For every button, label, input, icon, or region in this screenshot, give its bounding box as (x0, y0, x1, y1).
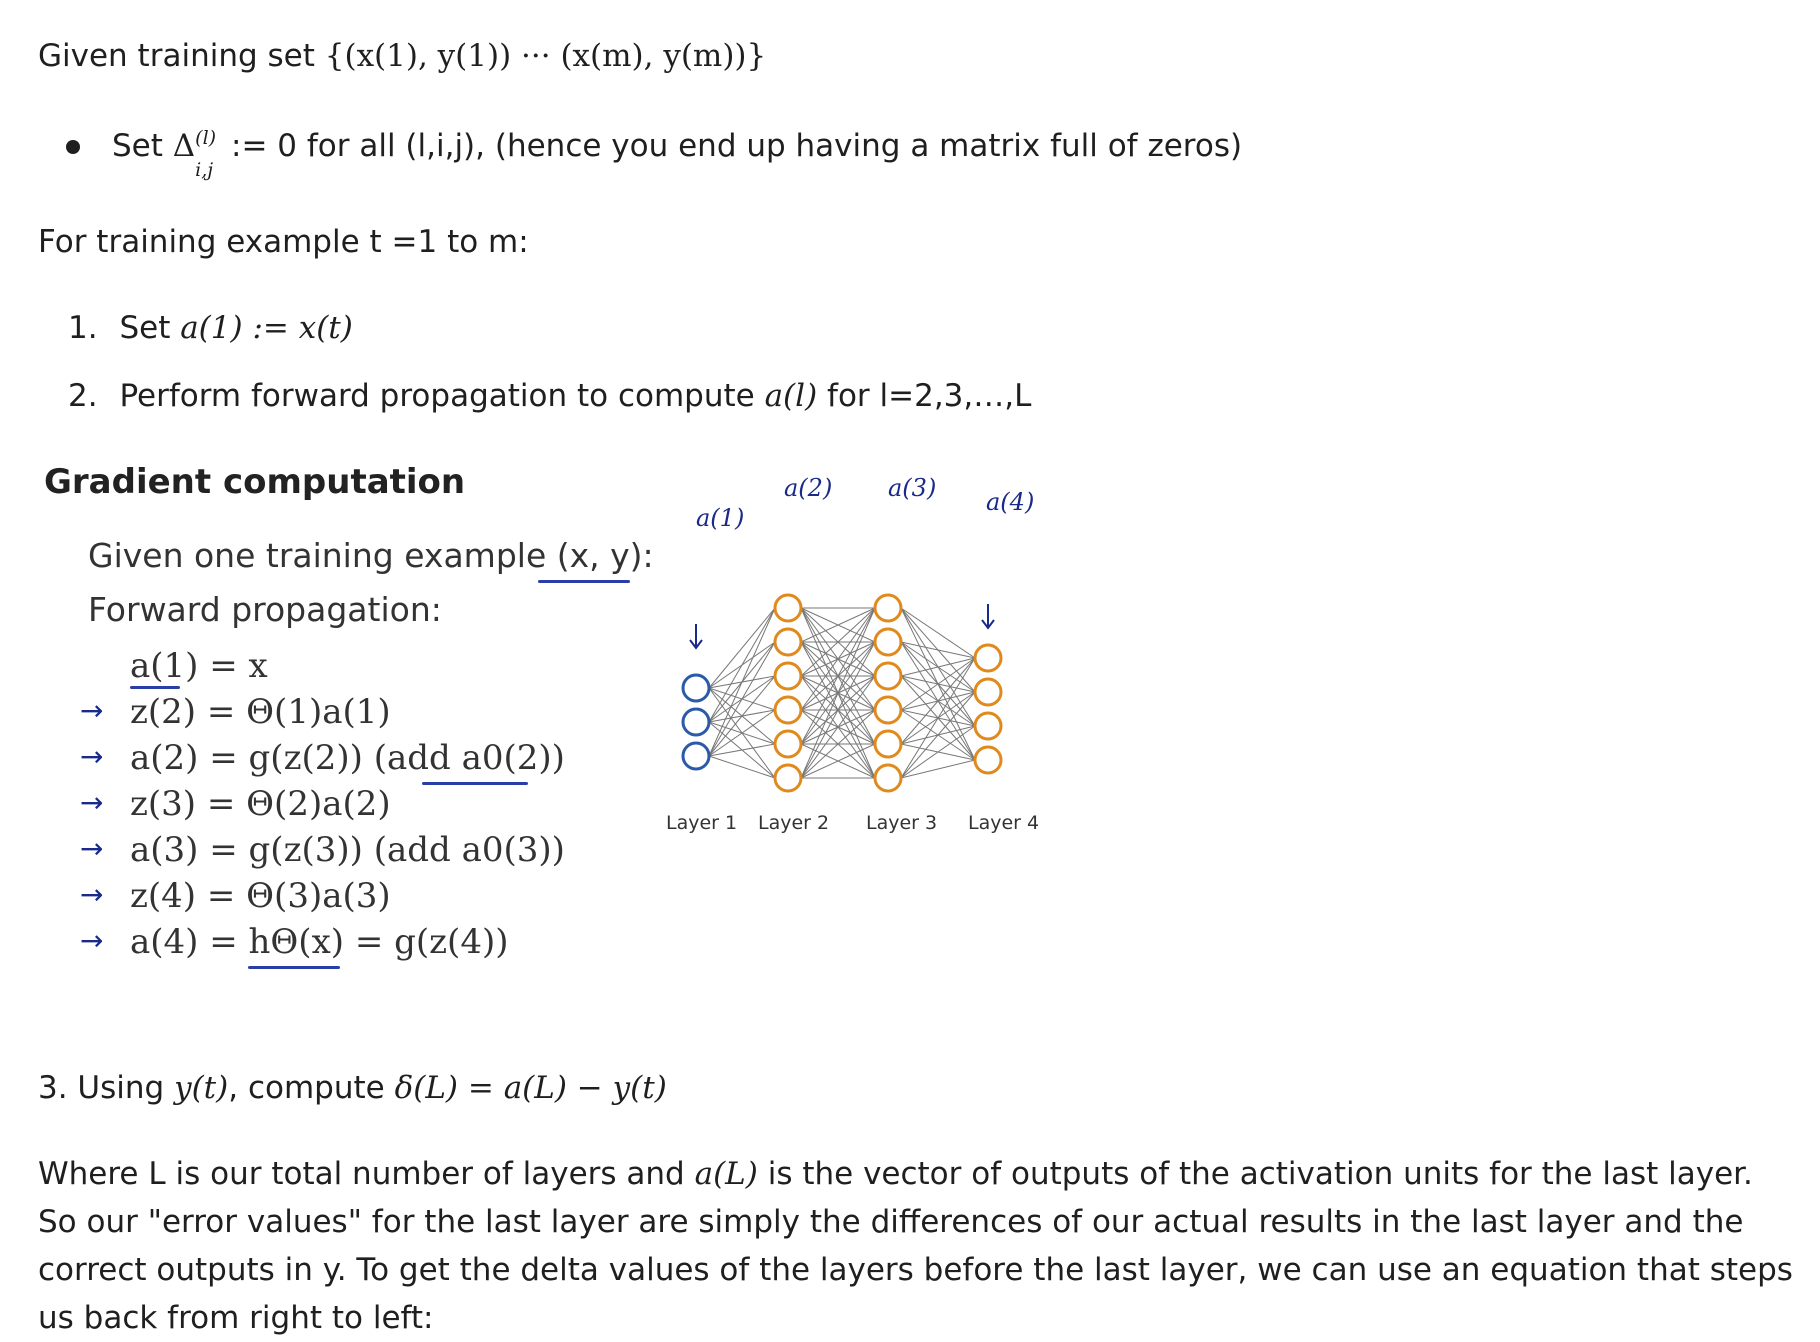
step-3-middle: , compute (228, 1070, 385, 1106)
layer-3-node (875, 765, 901, 791)
layer-4-node (975, 645, 1001, 671)
step-1-math: a(1) := x(t) (180, 310, 353, 346)
network-edge (901, 760, 975, 778)
network-edge (709, 756, 775, 778)
down-arrow-icon (690, 624, 702, 648)
layer-label-4: Layer 4 (968, 812, 1040, 834)
delta-symbol: Δ (l) i,j (172, 127, 217, 181)
step-2-text: Perform forward propagation to compute (119, 378, 755, 414)
layer-3-node (875, 731, 901, 757)
training-set-expression: {(x(1), y(1)) ··· (x(m), y(m))} (324, 38, 767, 74)
step-1-number: 1. (68, 310, 98, 346)
step-3-math-y: y(t) (174, 1070, 229, 1106)
layer-1-node (683, 675, 709, 701)
arrow-icon: → (80, 924, 104, 957)
network-edge (709, 608, 775, 722)
layer-2-node (775, 765, 801, 791)
arrow-icon: → (80, 786, 104, 819)
down-arrow-icon (982, 604, 994, 628)
layer-1-node (683, 743, 709, 769)
step-1 (68, 310, 353, 346)
equation-6: z(4) = Θ(3)a(3) (130, 876, 391, 916)
layer-4-node (975, 679, 1001, 705)
arrow-icon: → (80, 694, 104, 727)
equation-7: a(4) = hΘ(x) = g(z(4)) (130, 922, 509, 962)
paragraph-after: is the vector of outputs of the activation units for the last layer. So our "error values" for the last layer are simply the differences of our actual results in the last layer and the correct outputs in y. To get the delta values of the layers before the last layer, we can use an equation that steps us back from right to left: (38, 1156, 1793, 1336)
step-2-math: a(l) (764, 378, 818, 414)
bullet-prefix: Set (112, 128, 163, 164)
step-3-math-delta: δ(L) = a(L) − y(t) (394, 1070, 667, 1106)
network-edge (709, 608, 775, 688)
arrow-icon: → (80, 832, 104, 865)
layer-2-node (775, 697, 801, 723)
equation-5: a(3) = g(z(3)) (add a0(3)) (130, 830, 565, 870)
layer-label-3: Layer 3 (866, 812, 938, 834)
given-training-set-label: Given training set (38, 38, 315, 74)
network-edge (901, 658, 975, 744)
layer-1-node (683, 709, 709, 735)
underline-h-theta (248, 966, 340, 969)
layer-3-node (875, 697, 901, 723)
equation-4: z(3) = Θ(2)a(2) (130, 784, 391, 824)
network-edge (901, 692, 975, 778)
gradient-computation-figure (36, 448, 1086, 1018)
step-3 (38, 1070, 667, 1106)
network-edge (709, 744, 775, 756)
layer-2-node (775, 595, 801, 621)
step-2-number: 2. (68, 378, 98, 414)
network-edge (709, 676, 775, 756)
figure-given-line: Given one training example (x, y): (88, 536, 654, 575)
handwritten-label-a3: a(3) (888, 474, 937, 502)
layer-3-node (875, 629, 901, 655)
figure-forward-label: Forward propagation: (88, 590, 442, 629)
figure-title: Gradient computation (44, 462, 466, 502)
layer-2-node (775, 731, 801, 757)
explanation-paragraph (38, 1150, 1798, 1342)
underline-a1 (130, 686, 180, 689)
layer-2-node (775, 629, 801, 655)
layer-3-node (875, 595, 901, 621)
equation-2: z(2) = Θ(1)a(1) (130, 692, 391, 732)
loop-header: For training example t =1 to m: (38, 224, 529, 260)
network-edge (901, 658, 975, 676)
network-edge (709, 642, 775, 756)
underline-add-a0 (422, 782, 528, 785)
layer-4-node (975, 747, 1001, 773)
step-2 (68, 378, 1031, 414)
layer-label-2: Layer 2 (758, 812, 830, 834)
paragraph-math: a(L) (694, 1156, 758, 1192)
layer-2-node (775, 663, 801, 689)
step-3-prefix: 3. Using (38, 1070, 165, 1106)
paragraph-before: Where L is our total number of layers and (38, 1156, 685, 1192)
handwritten-label-a2: a(2) (784, 474, 833, 502)
step-2-suffix: for l=2,3,…,L (827, 378, 1032, 414)
bullet-dot (66, 140, 80, 154)
equation-3: a(2) = g(z(2)) (add a0(2)) (130, 738, 565, 778)
equation-1: a(1) = x (130, 646, 268, 686)
bullet-item (112, 127, 1243, 181)
handwritten-label-a1: a(1) (696, 504, 745, 532)
arrow-icon: → (80, 878, 104, 911)
layer-label-1: Layer 1 (666, 812, 738, 834)
neural-network-diagram (676, 588, 1096, 848)
handwritten-label-a4: a(4) (986, 488, 1035, 516)
arrow-icon: → (80, 740, 104, 773)
step-1-text: Set (119, 310, 171, 346)
layer-3-node (875, 663, 901, 689)
given-training-set-line (38, 38, 766, 74)
bullet-text: := 0 for all (l,i,j), (hence you end up having a matrix full of zeros) (231, 128, 1243, 164)
underline-xy (538, 580, 630, 583)
layer-4-node (975, 713, 1001, 739)
